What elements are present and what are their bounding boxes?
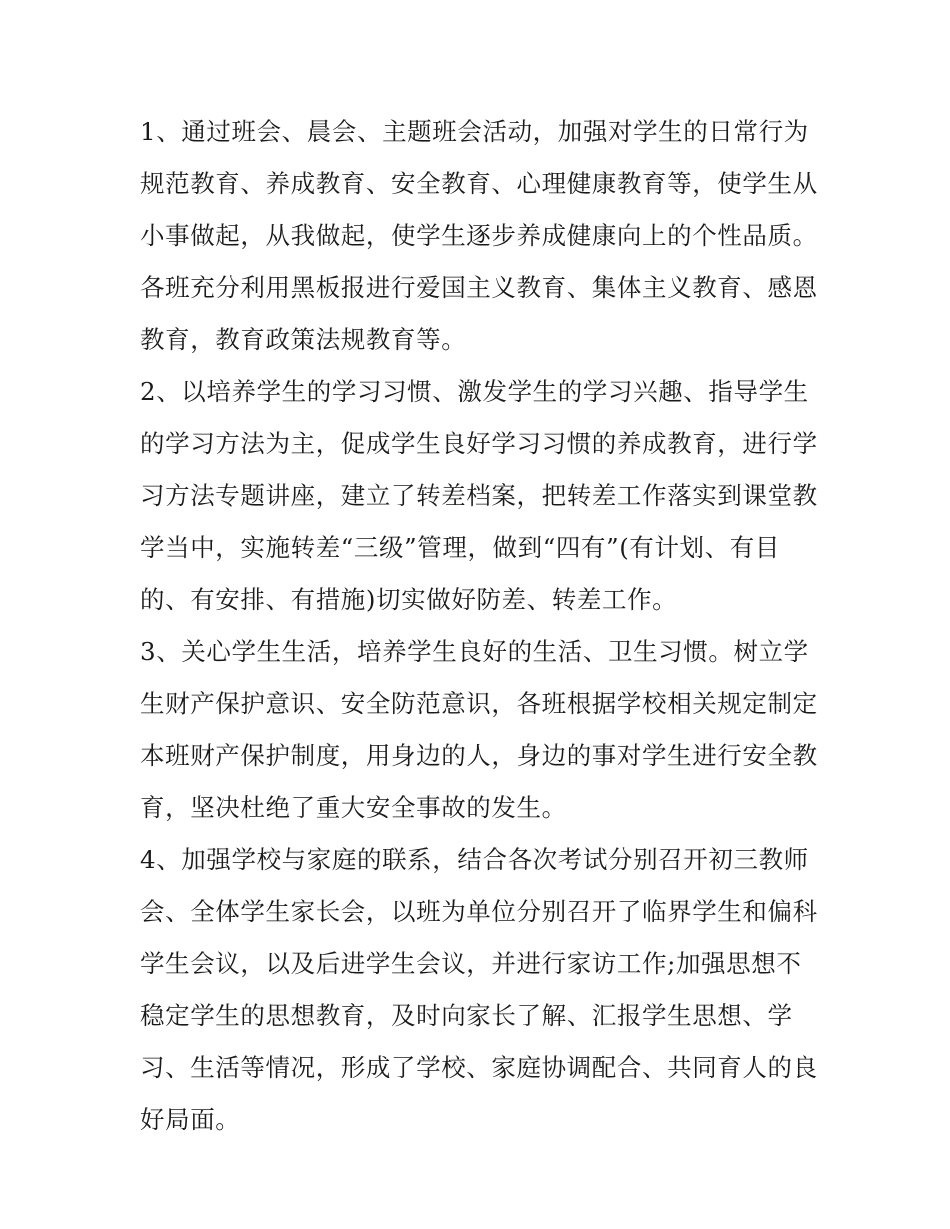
text-line: 会、全体学生家长会，以班为单位分别召开了临界学生和偏科 bbox=[140, 897, 818, 926]
document-body bbox=[140, 106, 820, 1146]
text-line: 育，坚决杜绝了重大安全事故的发生。 bbox=[140, 793, 567, 822]
text-line: 习、生活等情况，形成了学校、家庭协调配合、共同育人的良 bbox=[140, 1053, 818, 1082]
text-line: 各班充分利用黑板报进行爱国主义教育、集体主义教育、感恩 bbox=[140, 273, 818, 302]
text-line: 小事做起，从我做起，使学生逐步养成健康向上的个性品质。 bbox=[140, 221, 818, 250]
text-line: 学生会议，以及后进学生会议，并进行家访工作;加强思想不 bbox=[140, 949, 802, 978]
text-line: 稳定学生的思想教育，及时向家长了解、汇报学生思想、学 bbox=[140, 1001, 793, 1030]
text-line: 学当中，实施转差“三级”管理，做到“四有”(有计划、有目 bbox=[140, 533, 780, 562]
text-line: 本班财产保护制度，用身边的人，身边的事对学生进行安全教 bbox=[140, 741, 818, 770]
text-line: 2、以培养学生的学习习惯、激发学生的学习兴趣、指导学生 bbox=[140, 377, 809, 406]
text-line: 3、关心学生生活，培养学生良好的生活、卫生习惯。树立学 bbox=[140, 637, 809, 666]
text-line: 1、通过班会、晨会、主题班会活动，加强对学生的日常行为 bbox=[140, 117, 809, 146]
text-line: 的、有安排、有措施)切实做好防差、转差工作。 bbox=[140, 585, 678, 614]
text-line: 好局面。 bbox=[140, 1105, 241, 1134]
text-line: 规范教育、养成教育、安全教育、心理健康教育等，使学生从 bbox=[140, 169, 818, 198]
text-line: 教育，教育政策法规教育等。 bbox=[140, 325, 467, 354]
text-line: 习方法专题讲座，建立了转差档案，把转差工作落实到课堂教 bbox=[140, 481, 818, 510]
text-line: 的学习方法为主，促成学生良好学习习惯的养成教育，进行学 bbox=[140, 429, 818, 458]
text-line: 4、加强学校与家庭的联系，结合各次考试分别召开初三教师 bbox=[140, 845, 809, 874]
text-line: 生财产保护意识、安全防范意识，各班根据学校相关规定制定 bbox=[140, 689, 818, 718]
